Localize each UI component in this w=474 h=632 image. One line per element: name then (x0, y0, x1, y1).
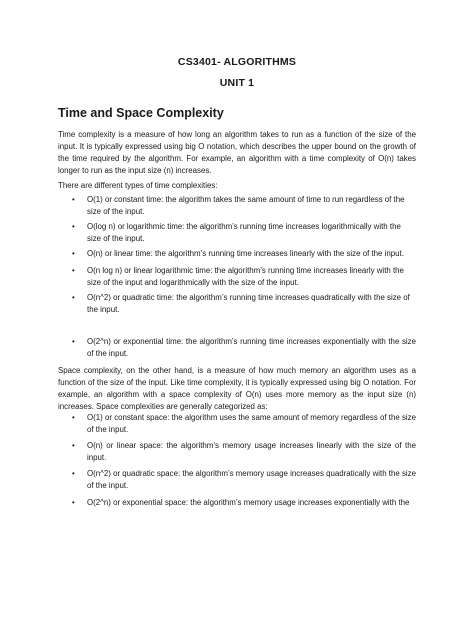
bullet-icon: • (72, 195, 75, 204)
list-item (72, 292, 416, 316)
bullet-icon: • (72, 413, 75, 422)
bullet-icon: • (72, 266, 75, 275)
bullet-icon: • (72, 498, 75, 507)
list-item (72, 468, 416, 492)
time-complexity-paragraph: Time complexity is a measure of how long an algorithm takes to run as a function of the size of the input. It is typically expressed using big O notation, which describes the upper bound on the growth of the time required by the algorithm. For example, an algorithm with a time complexity of O(n) takes longer to run as the input size (n) increases. (58, 130, 416, 175)
unit-title: UNIT 1 (219, 77, 255, 89)
bullet-icon: • (72, 337, 75, 346)
list-item-text: O(2^n) or exponential time: the algorithm’s running time increases exponentially with the size of the input. (87, 337, 416, 358)
bullet-icon: • (72, 249, 75, 258)
list-item (72, 265, 416, 289)
time-types-intro: There are different types of time complexities: (58, 181, 218, 190)
list-item-text: O(2^n) or exponential space: the algorithm’s memory usage increases exponentially with the (87, 498, 410, 507)
list-item-text: O(n^2) or quadratic space: the algorithm’s memory usage increases quadratically with the size of the input. (87, 469, 416, 490)
list-item-text: O(1) or constant space: the algorithm uses the same amount of memory regardless of the size of the input. (87, 413, 416, 434)
space-complexity-paragraph: Space complexity, on the other hand, is a measure of how much memory an algorithm uses as a function of the size of the input. Like time complexity, it is typically expressed using big O notation. For example, an algorithm with a space complexity of O(n) uses more memory as the input size (n) increases. Space complexities are generally categorized as: (58, 366, 416, 411)
section-heading: Time and Space Complexity (58, 106, 224, 120)
list-item-text: O(1) or constant time: the algorithm takes the same amount of time to run regardless of the size of the input. (87, 195, 405, 216)
course-title: CS3401- ALGORITHMS (177, 56, 297, 68)
list-item-text: O(n^2) or quadratic time: the algorithm’s running time increases quadratically with the size of the input. (87, 293, 410, 314)
list-item-text: O(log n) or logarithmic time: the algorithm’s running time increases logarithmically with the size of the input. (87, 222, 401, 243)
list-item (72, 248, 416, 260)
list-item (72, 336, 416, 360)
list-item-text: O(n) or linear space: the algorithm’s memory usage increases linearly with the size of the input. (87, 441, 416, 462)
list-item (72, 412, 416, 436)
bullet-icon: • (72, 222, 75, 231)
bullet-icon: • (72, 293, 75, 302)
list-item (72, 194, 416, 218)
list-item (72, 221, 416, 245)
list-item-text: O(n) or linear time: the algorithm’s running time increases linearly with the size of the input. (87, 249, 404, 258)
list-item (72, 497, 416, 509)
bullet-icon: • (72, 469, 75, 478)
bullet-icon: • (72, 441, 75, 450)
list-item-text: O(n log n) or linear logarithmic time: the algorithm’s running time increases linearly with the size of the input and logarithmically with the size of the input. (87, 266, 404, 287)
list-item (72, 440, 416, 464)
